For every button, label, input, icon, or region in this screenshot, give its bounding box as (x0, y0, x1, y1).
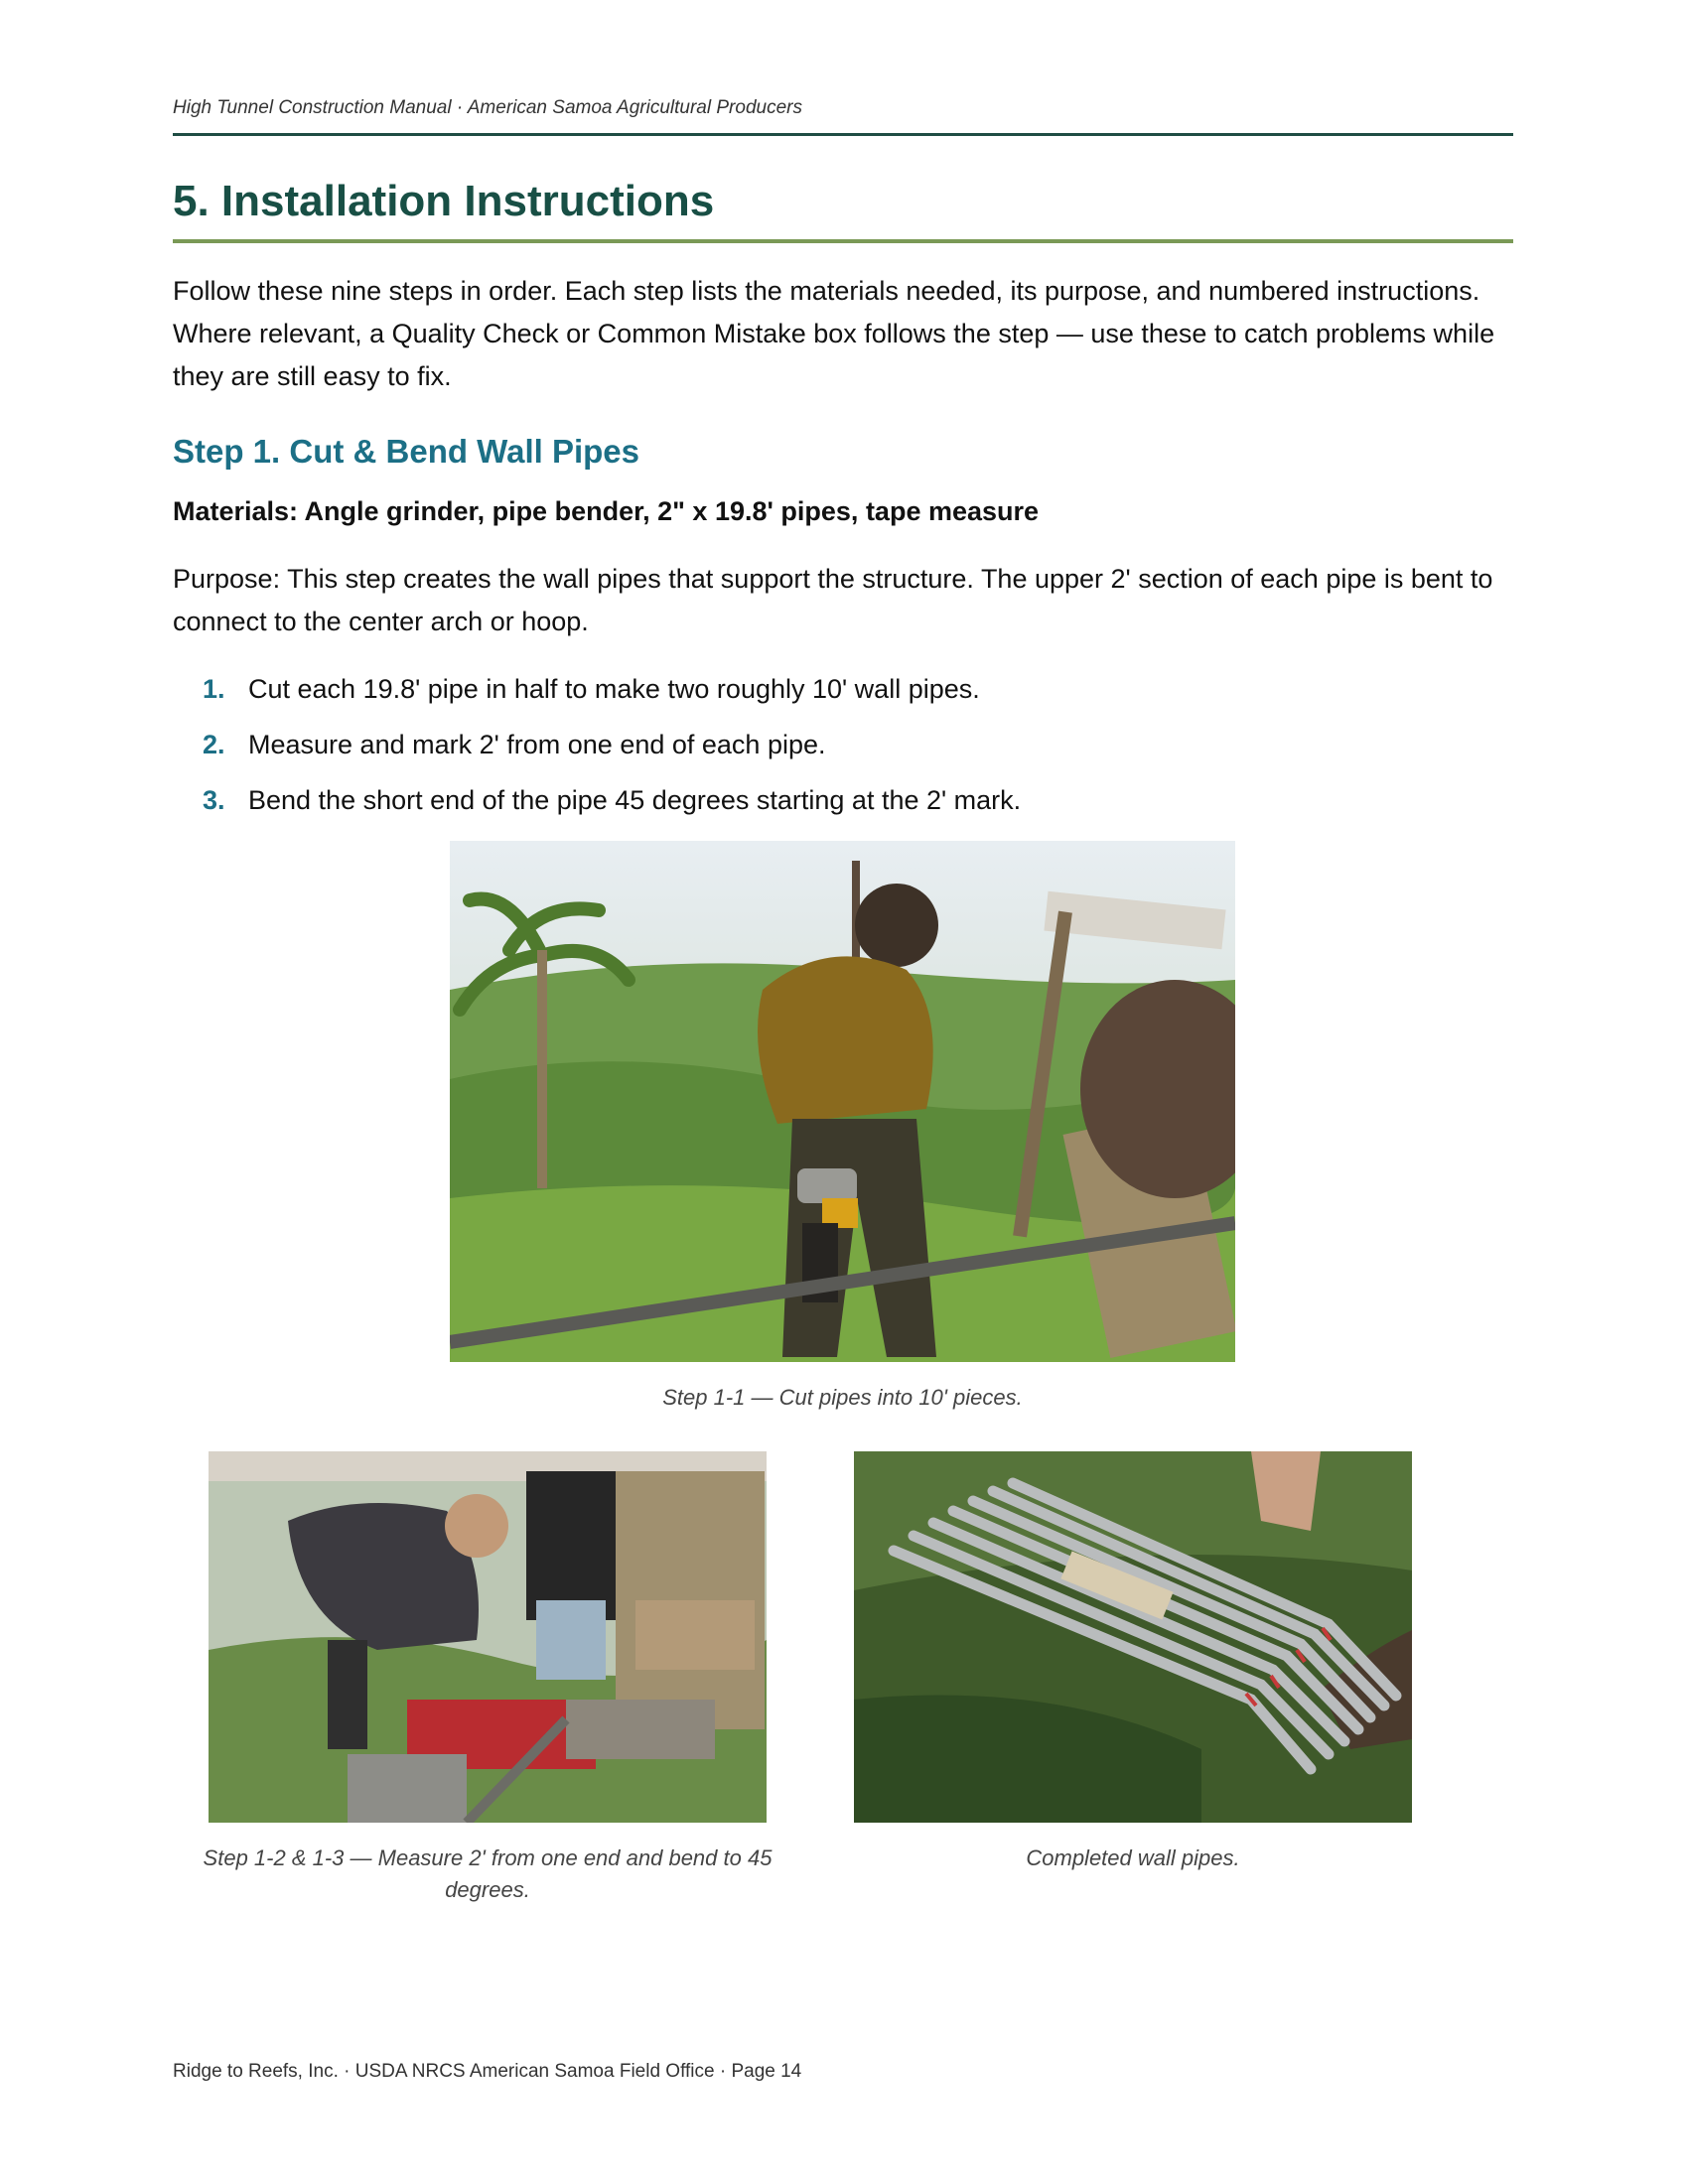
instruction-number: 2. (203, 730, 225, 759)
instruction-number: 1. (203, 674, 225, 704)
instruction-text: Bend the short end of the pipe 45 degrees starting at the 2' mark. (248, 785, 1022, 815)
intro-paragraph: Follow these nine steps in order. Each step lists the materials needed, its purpose, and numbered instructions. Where relevant, a Quality Check or Common Mistake box follows the step — use these to catch problems while they are still easy to fix. (173, 276, 1495, 391)
running-header: High Tunnel Construction Manual · American Samoa Agricultural Producers (173, 97, 802, 118)
bending-photo-caption: Step 1-2 & 1-3 — Measure 2' from one end and bend to 45 degrees. (203, 1845, 773, 1902)
instruction-text: Cut each 19.8' pipe in half to make two roughly 10' wall pipes. (248, 674, 980, 704)
instruction-item (203, 671, 1021, 727)
title-divider (173, 239, 1513, 243)
page-footer: Ridge to Reefs, Inc. · USDA NRCS American Samoa Field Office · Page 14 (173, 2061, 802, 2082)
purpose-paragraph: Purpose: This step creates the wall pipes that support the structure. The upper 2' section of each pipe is bent to connect to the center arch or hoop. (173, 564, 1493, 636)
materials-line: Materials: Angle grinder, pipe bender, 2" x 19.8' pipes, tape measure (173, 496, 1040, 526)
instruction-item (203, 727, 1021, 782)
instruction-list (203, 671, 1021, 838)
step-heading: Step 1. Cut & Bend Wall Pipes (173, 433, 640, 470)
section-title: 5. Installation Instructions (173, 177, 715, 225)
bending-pipe-photo (209, 1451, 767, 1823)
completed-pipes-photo (854, 1451, 1412, 1823)
cutting-pipe-photo (450, 841, 1235, 1362)
completed-photo-caption: Completed wall pipes. (1026, 1845, 1240, 1870)
instruction-number: 3. (203, 785, 225, 815)
instruction-text: Measure and mark 2' from one end of each pipe. (248, 730, 826, 759)
header-divider (173, 133, 1513, 136)
instruction-item (203, 782, 1021, 838)
main-photo-caption: Step 1-1 — Cut pipes into 10' pieces. (662, 1385, 1023, 1410)
